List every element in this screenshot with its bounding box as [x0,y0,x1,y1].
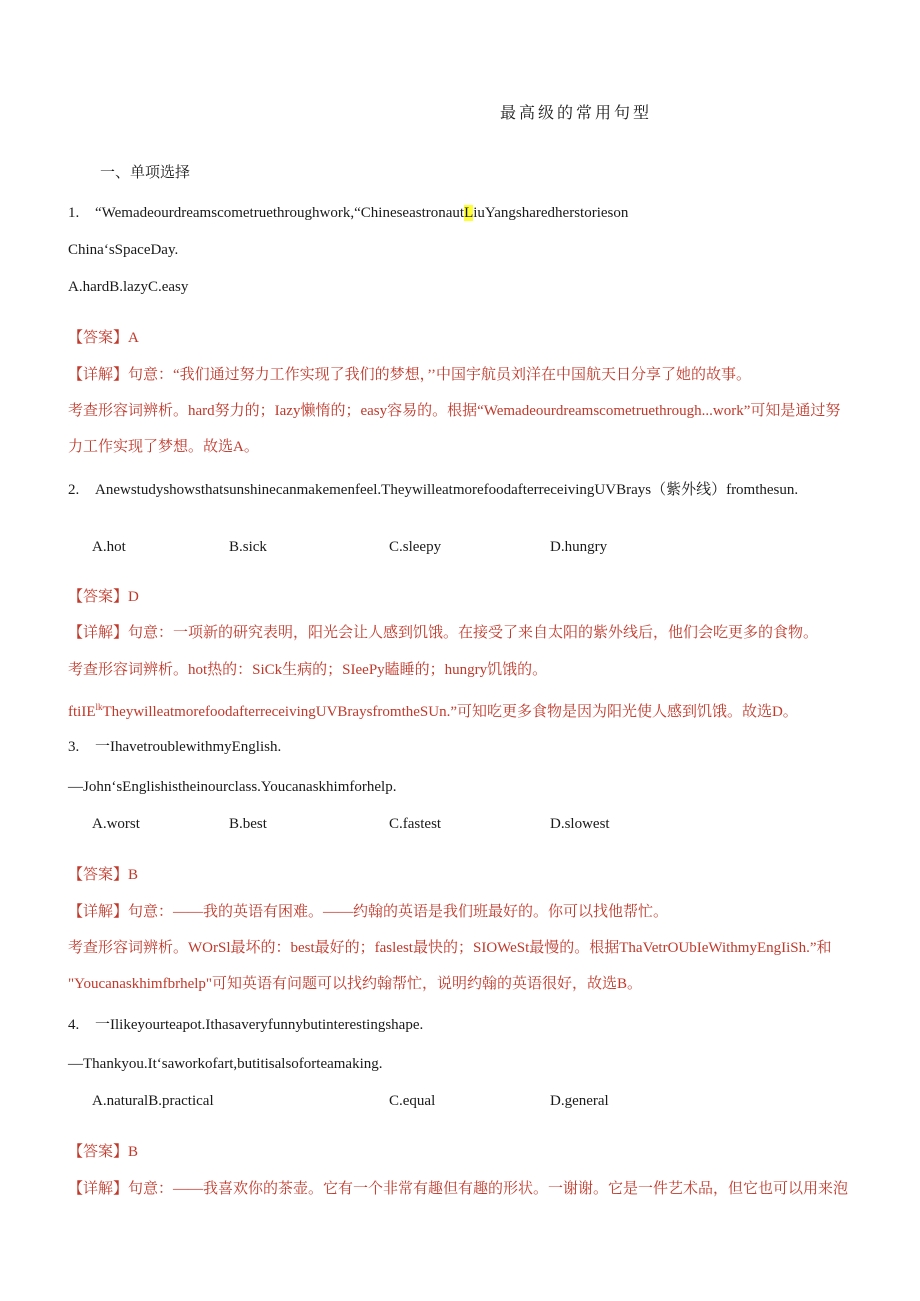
detail-prefix: ftiIE [68,704,96,720]
question-number: 1. [68,205,80,221]
question-2-stem [68,480,798,500]
question-4-stem [68,1015,423,1035]
question-1-stem-line2: China‘sSpaceDay. [68,242,179,258]
page-title: 最高级的常用句型 [500,105,653,122]
detail-text: TheywilleatmorefoodafterreceivingUVBraysfromtheSUn.”可知吃更多食物是因为阳光使人感到饥饿。故选D。 [102,704,798,720]
question-4-text: 一Ilikeyourteapot.Ithasaveryfunnybutinterestingshape. [95,1017,424,1033]
option-a-b: A.naturalB.practical [92,1093,214,1109]
question-1-detail: 【详解】句意：“我们通过努力工作实现了我们的梦想，’’中国宇航员刘洋在中国航天日分享了她的故事。 [68,367,752,383]
question-4-answer: 【答案】B [68,1144,139,1160]
question-1-text-b: iuYangsharedherstorieson [473,205,629,221]
option-d: D.slowest [550,816,610,832]
option-a: A.hot [92,539,126,555]
question-2-analysis: 考查形容词辨析。hot热的：SiCk生病的；SIeePy瞌睡的；hungry饥饿的。 [68,662,548,678]
question-number: 4. [68,1017,80,1033]
question-2-answer: 【答案】D [68,589,139,605]
question-3-stem [68,737,281,757]
question-1-stem [68,203,628,223]
question-4-stem-line2: —Thankyou.It‘saworkofart,butitisalsoforteamaking. [68,1056,383,1072]
question-number: 2. [68,482,80,498]
question-1-text-a: “Wemadeourdreamscometruethroughwork,“Chineseastronaut [95,205,465,221]
question-3-detail: 【详解】句意：——我的英语有困难。——约翰的英语是我们班最好的。你可以找他帮忙。 [68,904,669,920]
question-1-analysis: 考查形容词辨析。hard努力的；Iazy懒惰的；easy容易的。根据“Wemadeourdreamscometruethrough...work”可知是通过努 [68,403,841,419]
question-1-answer: 【答案】A [68,330,139,346]
section-heading: 一、单项选择 [100,165,191,181]
option-d: D.general [550,1093,609,1109]
option-a: A.worst [92,816,140,832]
option-b: B.sick [229,539,267,555]
question-2-analysis-2 [68,697,798,722]
question-2-detail: 【详解】句意：一项新的研究表明，阳光会让人感到饥饿。在接受了来自太阳的紫外线后，他们会吃更多的食物。 [68,625,819,641]
option-d: D.hungry [550,539,608,555]
question-3-text: 一IhavetroublewithmyEnglish. [95,739,282,755]
option-c: C.fastest [389,816,442,832]
question-3-stem-line2: —John‘sEnglishistheinourclass.Youcanaskhimforhelp. [68,779,397,795]
question-4-detail: 【详解】句意：——我喜欢你的茶壶。它有一个非常有趣但有趣的形状。一谢谢。它是一件艺术品，但它也可以用来泡 [68,1181,849,1197]
detail-superscript: lk [95,702,103,712]
option-b: B.best [229,816,267,832]
option-c: C.equal [389,1093,436,1109]
question-2-text: Anewstudyshowsthatsunshinecanmakemenfeel.TheywilleatmorefoodafterreceivingUVBrays（紫外线）fromthesun. [95,482,799,498]
question-1-options: A.hardB.lazyC.easy [68,279,189,295]
question-1-analysis-2: 力工作实现了梦想。故选A。 [68,439,259,455]
question-number: 3. [68,739,80,755]
question-3-answer: 【答案】B [68,867,139,883]
highlight-mark: L [464,205,474,221]
option-c: C.sleepy [389,539,442,555]
question-3-analysis-2: "Youcanaskhimfbrhelp"可知英语有问题可以找约翰帮忙，说明约翰的英语很好，故选B。 [68,976,643,992]
question-3-analysis: 考查形容词辨析。WOrSl最坏的：best最好的；faslest最快的；SIOWeSt最慢的。根据ThaVetrOUbIeWithmyEngIiSh.”和 [68,940,832,956]
